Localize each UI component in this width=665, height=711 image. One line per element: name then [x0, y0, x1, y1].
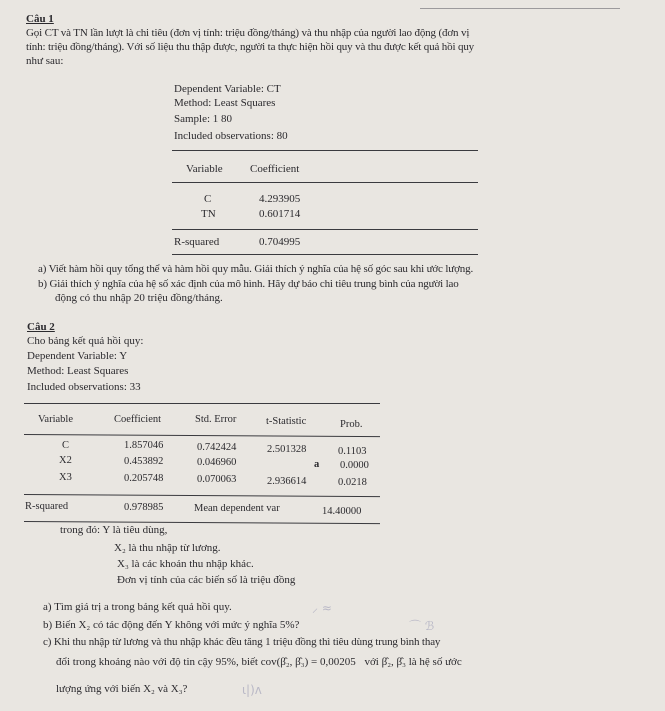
q2-col-variable: Variable: [38, 414, 73, 425]
q2-question-c-with: với: [364, 656, 379, 668]
q2-row-x3-stderr: 0.070063: [197, 474, 237, 485]
q1-rows-rule: [172, 229, 478, 230]
q2-dep-var: Dependent Variable: Y: [27, 350, 128, 362]
q1-table-top-rule: [172, 150, 478, 151]
q1-rsq-value: 0.704995: [259, 236, 301, 248]
q1-table-bottom-rule: [172, 254, 478, 255]
q2-row-x2-prob: 0.0000: [340, 460, 369, 471]
q2-question-a: a) Tìm giá trị a trong bảng kết quả hồi quy.: [43, 601, 232, 613]
q2-heading: Câu 2: [27, 321, 55, 333]
q1-dep-var: Dependent Variable: CT: [174, 83, 281, 95]
q2-row-c-coef: 1.857046: [124, 440, 164, 451]
q2-mdv-label: Mean dependent var: [194, 503, 280, 514]
q2-row-x2-var: X2: [59, 455, 72, 466]
q2-question-c-line2: [56, 656, 462, 669]
q1-intro-line3: như sau:: [26, 55, 64, 67]
q1-method: Method: Least Squares: [174, 97, 276, 109]
q2-question-c-formula: cov(β̂₂, β̂₃) = 0,00205: [260, 656, 356, 668]
q1-question-b-line2: động có thu nhập 20 triệu đồng/tháng.: [55, 292, 223, 304]
q2-rows-rule: [24, 494, 380, 497]
q2-question-c-betas: β̂₂, β̂₃: [381, 656, 406, 668]
q1-included: Included observations: 80: [174, 130, 288, 142]
q2-row-x2-coef: 0.453892: [124, 456, 164, 467]
q2-row-x3-tstat: 2.936614: [267, 476, 307, 487]
q2-mdv-value: 14.40000: [322, 506, 362, 517]
q2-rsq-value: 0.978985: [124, 502, 164, 513]
q2-row-c-var: C: [62, 440, 70, 451]
q2-col-tstat: t-Statistic: [266, 416, 307, 427]
q2-question-c-text: đổi trong khoảng nào với độ tin cậy 95%, biết: [56, 656, 258, 668]
q2-question-c-line1: c) Khi thu nhập từ lương và thu nhập khác đều tăng 1 triệu đồng thì tiêu dùng trung bình thay: [43, 636, 441, 648]
q1-intro-line1: Gọi CT và TN lần lượt là chi tiêu (đơn vị tính: triệu đồng/tháng) và thu nhập của người lao động (đơn vị: [26, 27, 470, 39]
q1-heading: Câu 1: [26, 13, 54, 25]
q2-unit-desc: Đơn vị tính của các biến số là triệu đồng: [117, 574, 296, 586]
q1-row-tn-coef: 0.601714: [259, 208, 301, 220]
q2-header-rule: [24, 434, 380, 437]
q2-row-x2-tstat: a: [314, 459, 320, 470]
q1-row-c-var: C: [204, 193, 212, 205]
q2-question-c-line3: lượng ứng với biến X₂ và X₃?: [56, 683, 188, 695]
q2-table-top-rule: [24, 403, 380, 404]
q2-x3-desc: X₃ là các khoản thu nhập khác.: [117, 558, 254, 570]
q2-row-x2-stderr: 0.046960: [197, 457, 237, 468]
q1-header-rule: [172, 182, 478, 183]
q1-col-coef: Coefficient: [250, 163, 300, 175]
q2-col-coef: Coefficient: [114, 414, 162, 425]
q2-row-c-stderr: 0.742424: [197, 442, 237, 453]
q2-rsq-label: R-squared: [25, 501, 69, 512]
q2-row-c-tstat: 2.501328: [267, 444, 307, 455]
q1-question-b-line1: b) Giải thích ý nghĩa của hệ số xác định của mô hình. Hãy dự báo chi tiêu trung bình của người lao: [38, 278, 459, 290]
handwritten-mark: ⌒ ℬ: [409, 619, 435, 633]
q2-question-c-tail: là hệ số ước: [408, 656, 462, 668]
q1-question-a: a) Viết hàm hồi quy tổng thể và hàm hồi quy mẫu. Giải thích ý nghĩa của hệ số góc sau khi ước lượng.: [38, 263, 474, 275]
q2-method: Method: Least Squares: [27, 365, 129, 377]
q1-col-variable: Variable: [186, 163, 223, 175]
q2-col-stderr: Std. Error: [195, 414, 237, 425]
q1-row-c-coef: 4.293905: [259, 193, 301, 205]
q2-row-x3-var: X3: [59, 472, 72, 483]
handwritten-mark: ⸝ ≈: [312, 601, 332, 615]
q1-intro-line2: tính: triệu đồng/tháng). Với số liệu thu thập được, người ta thực hiện hồi quy và thu được kết quả hồi quy: [26, 41, 475, 53]
q2-question-b: b) Biến X₂ có tác động đến Y không với mức ý nghĩa 5%?: [43, 619, 300, 631]
q2-row-x3-coef: 0.205748: [124, 473, 164, 484]
q1-sample: Sample: 1 80: [174, 113, 233, 125]
handwritten-mark: ɩ|)ʌ: [242, 683, 262, 697]
q2-row-x3-prob: 0.0218: [338, 477, 367, 488]
q1-row-tn-var: TN: [201, 208, 216, 220]
q2-x2-desc: X₂ là thu nhập từ lương.: [114, 542, 221, 554]
q2-col-prob: Prob.: [340, 419, 363, 430]
q2-row-c-prob: 0.1103: [338, 446, 367, 457]
q1-rsq-label: R-squared: [174, 236, 220, 248]
top-rule: [420, 8, 620, 9]
q2-line1: Cho bảng kết quả hồi quy:: [27, 335, 144, 347]
q2-included: Included observations: 33: [27, 381, 141, 393]
q2-where-line: trong đó: Y là tiêu dùng,: [60, 524, 168, 536]
